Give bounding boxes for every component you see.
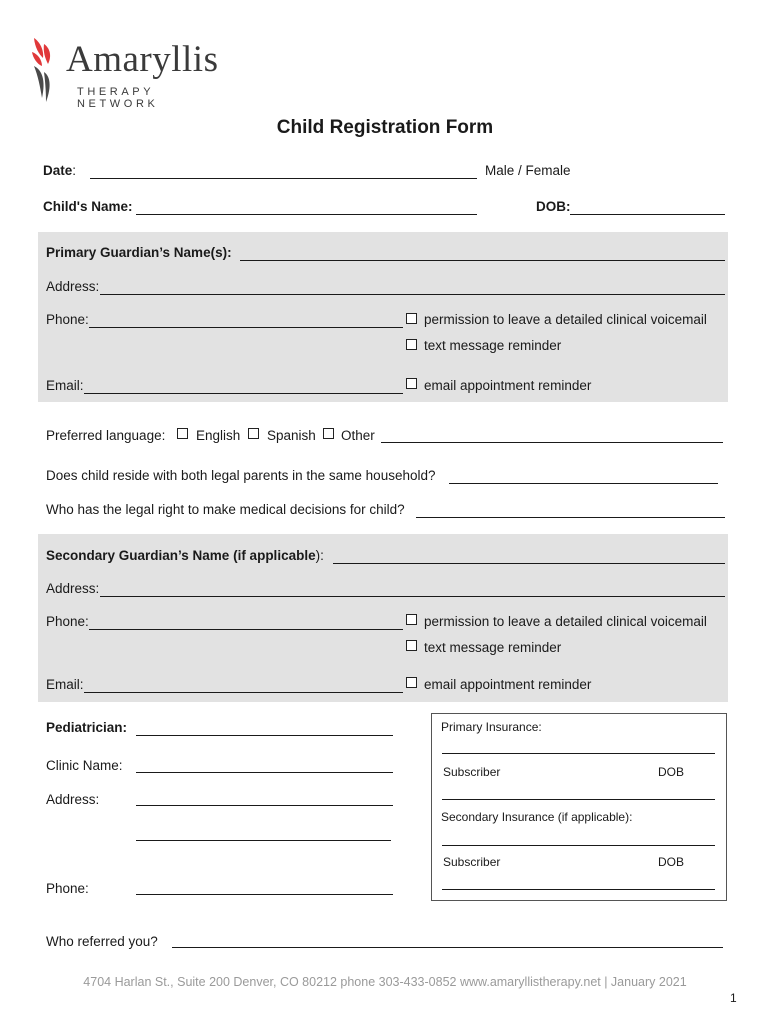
primary-email-field[interactable] bbox=[84, 393, 403, 394]
language-label: Preferred language: bbox=[46, 428, 166, 443]
legal-right-answer-field[interactable] bbox=[416, 517, 725, 518]
pediatrician-address-field-1[interactable] bbox=[136, 805, 393, 806]
amaryllis-flower-icon bbox=[30, 36, 66, 104]
date-field[interactable] bbox=[90, 178, 477, 179]
clinic-name-label: Clinic Name: bbox=[46, 758, 123, 773]
primary-subscriber-field[interactable] bbox=[442, 799, 715, 800]
date-colon: : bbox=[72, 163, 77, 178]
pediatrician-phone-field[interactable] bbox=[136, 894, 393, 895]
primary-dob-label: DOB bbox=[658, 765, 685, 779]
pediatrician-phone-label: Phone: bbox=[46, 881, 89, 896]
secondary-voicemail-checkbox[interactable] bbox=[406, 614, 417, 625]
sex-options[interactable]: Male / Female bbox=[485, 163, 571, 178]
primary-insurance-label: Primary Insurance: bbox=[441, 720, 542, 734]
primary-email-label: Email: bbox=[46, 378, 84, 393]
english-label: English bbox=[196, 428, 241, 443]
english-checkbox[interactable] bbox=[177, 428, 188, 439]
primary-voicemail-checkbox[interactable] bbox=[406, 313, 417, 324]
logo bbox=[30, 36, 230, 110]
clinic-name-field[interactable] bbox=[136, 772, 393, 773]
page-number: 1 bbox=[730, 991, 737, 1005]
logo-wordmark: Amaryllis bbox=[66, 39, 219, 80]
primary-text-label: text message reminder bbox=[424, 338, 562, 353]
logo-tagline: THERAPY NETWORK bbox=[77, 86, 159, 110]
secondary-address-label: Address: bbox=[46, 581, 100, 596]
primary-email-checkbox[interactable] bbox=[406, 378, 417, 389]
dob-field[interactable] bbox=[570, 214, 725, 215]
reside-question: Does child reside with both legal parents in the same household? bbox=[46, 468, 436, 483]
secondary-email-reminder-label: email appointment reminder bbox=[424, 677, 592, 692]
pediatrician-label: Pediatrician: bbox=[46, 720, 128, 735]
secondary-guardian-name-field[interactable] bbox=[333, 563, 725, 564]
spanish-label: Spanish bbox=[267, 428, 316, 443]
secondary-text-label: text message reminder bbox=[424, 640, 562, 655]
primary-address-label: Address: bbox=[46, 279, 100, 294]
primary-guardian-name-field[interactable] bbox=[240, 260, 725, 261]
secondary-address-field[interactable] bbox=[100, 596, 725, 597]
primary-insurance-field[interactable] bbox=[442, 753, 715, 754]
primary-guardian-name-label: Primary Guardian’s Name(s): bbox=[46, 245, 232, 260]
spanish-checkbox[interactable] bbox=[248, 428, 259, 439]
pediatrician-field[interactable] bbox=[136, 735, 393, 736]
secondary-subscriber-label: Subscriber bbox=[443, 855, 501, 869]
secondary-voicemail-label: permission to leave a detailed clinical voicemail bbox=[424, 614, 707, 629]
referral-label: Who referred you? bbox=[46, 934, 158, 949]
secondary-email-label: Email: bbox=[46, 677, 84, 692]
primary-address-field[interactable] bbox=[100, 294, 725, 295]
legal-right-question: Who has the legal right to make medical decisions for child? bbox=[46, 502, 405, 517]
other-label: Other bbox=[341, 428, 375, 443]
secondary-guardian-name-tail: ): bbox=[315, 548, 324, 563]
insurance-box bbox=[431, 713, 727, 901]
primary-text-checkbox[interactable] bbox=[406, 339, 417, 350]
other-checkbox[interactable] bbox=[323, 428, 334, 439]
pediatrician-address-field-2[interactable] bbox=[136, 840, 391, 841]
secondary-guardian-name-label bbox=[46, 548, 324, 563]
primary-phone-field[interactable] bbox=[89, 327, 403, 328]
pediatrician-address-label: Address: bbox=[46, 792, 100, 807]
referral-field[interactable] bbox=[172, 947, 723, 948]
date-label bbox=[43, 163, 76, 178]
primary-email-reminder-label: email appointment reminder bbox=[424, 378, 592, 393]
secondary-dob-label: DOB bbox=[658, 855, 685, 869]
dob-label: DOB: bbox=[536, 199, 571, 214]
secondary-subscriber-field[interactable] bbox=[442, 889, 715, 890]
secondary-phone-field[interactable] bbox=[89, 629, 403, 630]
primary-voicemail-label: permission to leave a detailed clinical voicemail bbox=[424, 312, 707, 327]
form-title: Child Registration Form bbox=[276, 117, 494, 138]
secondary-text-checkbox[interactable] bbox=[406, 640, 417, 651]
reside-answer-field[interactable] bbox=[449, 483, 718, 484]
footer-contact: 4704 Harlan St., Suite 200 Denver, CO 80212 phone 303-433-0852 www.amaryllistherapy.net | January 2021 bbox=[83, 975, 687, 989]
date-label-text: Date bbox=[43, 163, 73, 178]
primary-phone-label: Phone: bbox=[46, 312, 89, 327]
secondary-insurance-label: Secondary Insurance (if applicable): bbox=[441, 810, 633, 824]
secondary-insurance-field[interactable] bbox=[442, 845, 715, 846]
primary-subscriber-label: Subscriber bbox=[443, 765, 501, 779]
child-name-field[interactable] bbox=[136, 214, 477, 215]
child-name-label: Child's Name: bbox=[43, 199, 133, 214]
secondary-email-checkbox[interactable] bbox=[406, 677, 417, 688]
secondary-email-field[interactable] bbox=[84, 692, 403, 693]
secondary-guardian-name-bold: Secondary Guardian’s Name (if applicable bbox=[46, 548, 316, 563]
secondary-phone-label: Phone: bbox=[46, 614, 89, 629]
other-language-field[interactable] bbox=[381, 442, 723, 443]
